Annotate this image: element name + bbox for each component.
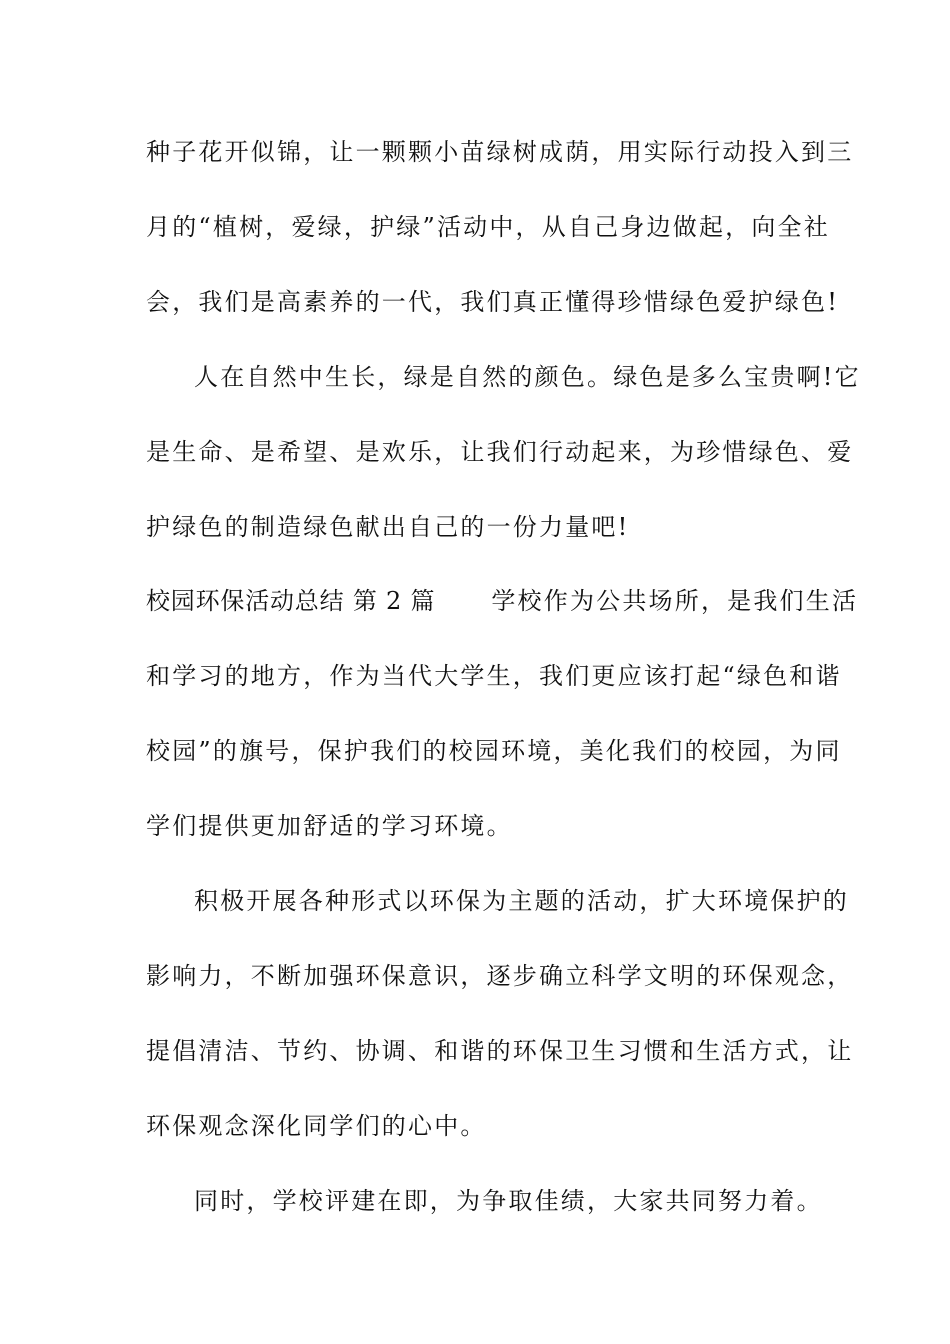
paragraph-line: 学们提供更加舒适的学习环境。 xyxy=(146,812,513,840)
paragraph-line: 护绿色的制造绿色献出自己的一份力量吧! xyxy=(146,513,630,541)
section-first-text: 学校作为公共场所，是我们生活 xyxy=(491,587,859,615)
paragraph-line: 校园”的旗号，保护我们的校园环境，美化我们的校园，为同 xyxy=(146,737,842,765)
paragraph-line: 是生命、是希望、是欢乐，让我们行动起来，为珍惜绿色、爱 xyxy=(146,438,854,466)
paragraph-line: 和学习的地方，作为当代大学生，我们更应该打起“绿色和谐 xyxy=(146,662,842,690)
section-heading: 校园环保活动总结 第 2 篇 xyxy=(146,587,436,615)
paragraph-line: 月的“植树，爱绿，护绿”活动中，从自己身边做起，向全社 xyxy=(146,213,830,241)
paragraph-line: 会，我们是高素养的一代，我们真正懂得珍惜绿色爱护绿色! xyxy=(146,288,840,316)
paragraph-line: 环保观念深化同学们的心中。 xyxy=(146,1112,487,1140)
paragraph-line: 同时，学校评建在即，为争取佳绩，大家共同努力着。 xyxy=(194,1187,823,1215)
paragraph-line: 种子花开似锦，让一颗颗小苗绿树成荫，用实际行动投入到三 xyxy=(146,138,854,166)
paragraph-line: 影响力，不断加强环保意识，逐步确立科学文明的环保观念， xyxy=(146,962,854,990)
paragraph-line: 提倡清洁、节约、协调、和谐的环保卫生习惯和生活方式，让 xyxy=(146,1037,854,1065)
paragraph-line: 人在自然中生长，绿是自然的颜色。绿色是多么宝贵啊!它 xyxy=(194,363,861,391)
paragraph-line: 积极开展各种形式以环保为主题的活动，扩大环境保护的 xyxy=(194,887,849,915)
section-heading-line xyxy=(146,586,859,616)
